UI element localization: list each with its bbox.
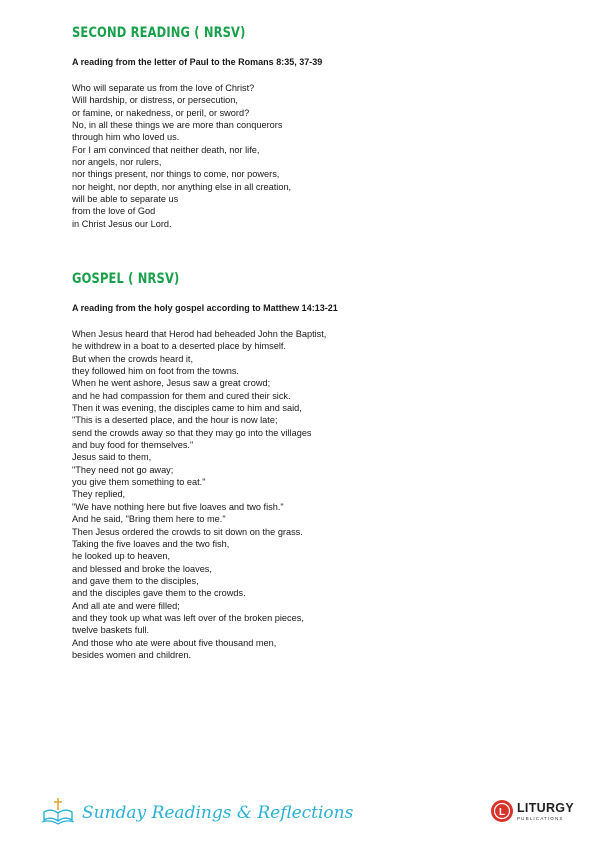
text-line: Jesus said to them, — [72, 452, 152, 463]
text-line: and he had compassion for them and cured their sick. — [72, 390, 291, 401]
text-line: and the disciples gave them to the crowds. — [72, 588, 246, 599]
text-line: twelve baskets full. — [72, 625, 150, 636]
gospel-section — [72, 270, 542, 661]
text-line: from the love of God — [72, 206, 156, 217]
liturgy-logo-icon — [490, 799, 514, 828]
text-line: "We have nothing here but five loaves and two fish." — [72, 501, 284, 512]
text-line: in Christ Jesus our Lord. — [72, 218, 172, 229]
gospel-subtitle: A reading from the holy gospel according to Matthew 14:13-21 — [72, 303, 338, 313]
text-line: "They need not go away; — [72, 464, 174, 475]
gospel-heading: GOSPEL ( NRSV) — [72, 271, 180, 287]
text-line: Then it was evening, the disciples came to him and said, — [72, 403, 302, 414]
text-line: But when the crowds heard it, — [72, 353, 194, 364]
text-line: and gave them to the disciples, — [72, 575, 199, 586]
text-line: Will hardship, or distress, or persecution, — [72, 95, 238, 106]
text-line: he looked up to heaven, — [72, 551, 171, 562]
footer-brand — [40, 797, 353, 829]
second-reading-heading: SECOND READING ( NRSV) — [72, 25, 246, 41]
text-line: and buy food for themselves." — [72, 440, 194, 451]
text-line: For I am convinced that neither death, nor life, — [72, 144, 260, 155]
text-line: you give them something to eat." — [72, 477, 206, 488]
text-line: Who will separate us from the love of Christ? — [72, 83, 255, 93]
text-line: Then Jesus ordered the crowds to sit down on the grass. — [72, 526, 303, 537]
text-line: When Jesus heard that Herod had beheaded John the Baptist, — [72, 329, 327, 339]
second-reading-subtitle: A reading from the letter of Paul to the Romans 8:35, 37-39 — [72, 57, 323, 67]
text-line: or famine, or nakedness, or peril, or sword? — [72, 107, 250, 118]
second-reading-section — [72, 24, 542, 230]
text-line: nor things present, nor things to come, nor powers, — [72, 169, 280, 180]
text-line: he withdrew in a boat to a deserted place by himself. — [72, 341, 286, 352]
text-line: No, in all these things we are more than conquerors — [72, 120, 283, 131]
liturgy-logo — [490, 800, 574, 826]
text-line: through him who loved us. — [72, 132, 180, 143]
open-book-cross-icon — [40, 796, 76, 831]
logo-mark-letter: L — [498, 806, 506, 818]
text-line: And those who ate were about five thousand men, — [72, 637, 277, 648]
text-line: nor height, nor depth, nor anything else in all creation, — [72, 181, 292, 192]
text-line: "This is a deserted place, and the hour is now late; — [72, 415, 278, 426]
text-line: And he said, "Bring them here to me." — [72, 514, 226, 525]
text-line: send the crowds away so that they may go into the villages — [72, 427, 312, 438]
text-line: and they took up what was left over of the broken pieces, — [72, 612, 304, 623]
logo-brand: LITURGY — [517, 800, 574, 815]
text-line: besides women and children. — [72, 649, 191, 660]
second-reading-text — [72, 82, 542, 230]
gospel-text — [72, 328, 542, 661]
text-line: Taking the five loaves and the two fish, — [72, 538, 230, 549]
text-line: And all ate and were filled; — [72, 600, 180, 611]
text-line: They replied, — [72, 489, 126, 500]
footer-title: Sunday Readings & Reflections — [82, 803, 354, 823]
text-line: they followed him on foot from the towns. — [72, 366, 239, 377]
text-line: and blessed and broke the loaves, — [72, 563, 212, 574]
logo-sub: PUBLICATIONS — [517, 815, 564, 821]
text-line: When he went ashore, Jesus saw a great crowd; — [72, 378, 271, 389]
text-line: nor angels, nor rulers, — [72, 157, 162, 168]
text-line: will be able to separate us — [72, 194, 179, 205]
logo-text — [517, 800, 574, 824]
